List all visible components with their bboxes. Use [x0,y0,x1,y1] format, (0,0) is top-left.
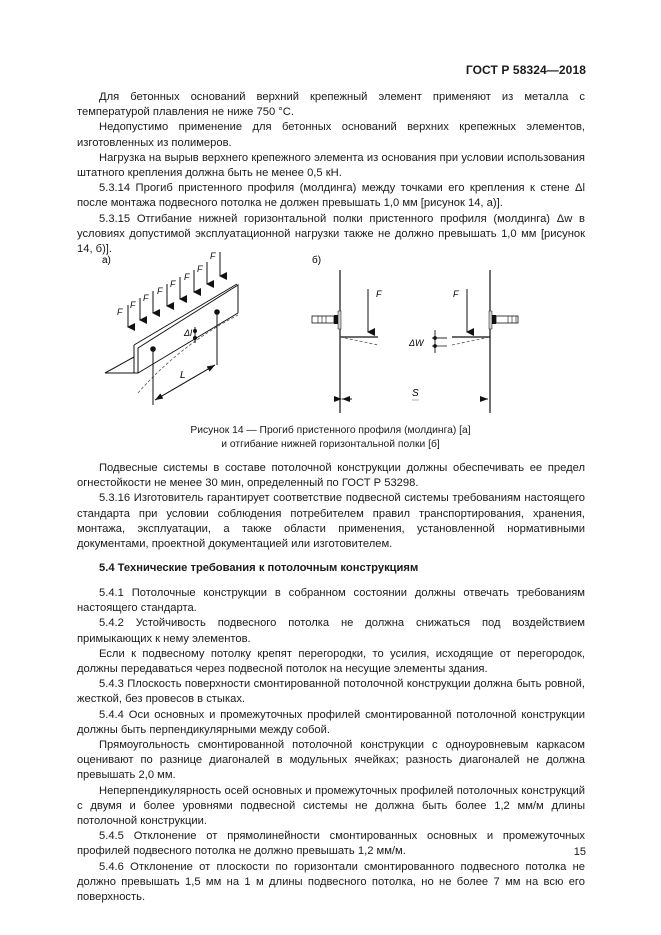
paragraph-5-3-15: 5.3.15 Отгибание нижней горизонтальной полки пристенного профиля (молдинга) Δw в условиях допустимой эксплуатационной нагрузки также не должно превышать 1,0 мм [рисунок 14, б)]. [77,212,585,256]
paragraph: Недопустимо применение для бетонных оснований верхних крепежных элементов, изготовленных из полимеров. [77,121,585,149]
force-arrows [128,252,220,327]
paragraph: Если к подвесному потолку крепят перегородки, то усилия, исходящие от перегородок, должны передаваться через подвесной потолок на несущие элементы здания. [77,647,585,676]
panel-a-molding-deflection [102,251,238,405]
panel-b-label: б) [312,255,322,266]
figure-14-drawing [90,245,530,415]
figure-caption [0,424,661,452]
force-label-right: F [453,289,459,299]
delta-w-label: ΔW [409,338,424,348]
paragraph-5-4-2: 5.4.2 Устойчивость подвесного потолка не должна снижаться под воздействием примыкающих к нему элементов. [77,617,585,645]
paragraph: Прямоугольность смонтированной потолочной конструкции с одноуровневым каркасом оценивают по разнице диагоналей в модульных ячейках; разность диагоналей не должна превышать 2,0 мм. [77,739,585,782]
text-block-fire-resistance [77,461,585,552]
left-anchor [312,311,341,329]
caption-line-2: и отгибание нижней горизонтальной полки [б] [221,439,440,450]
delta-w-dimension [432,330,447,353]
delta-l-label: Δl [184,328,193,338]
panel-b-flange-bending [312,254,518,413]
force-label: F [170,279,176,289]
panel-a-label: а) [102,255,111,266]
paragraph-5-4-1: 5.4.1 Потолочные конструкции в собранном состоянии должны отвечать требованиям настоящего стандарта. [77,587,585,615]
text-block-intro [77,90,585,257]
paragraph: Для бетонных оснований верхний крепежный элемент применяют из металла с температурой плавления не ниже 750 °С. [77,91,585,119]
paragraph: Нагрузка на вырыв верхнего крепежного элемента из основания при условии использования штатного крепления должна быть не менее 0,5 кН. [77,151,585,180]
section-heading-5-4: 5.4 Технические требования к потолочным конструкциям [99,562,419,574]
figure-14 [90,245,530,415]
length-label: L [180,370,186,381]
force-label: F [197,264,203,274]
support-points [151,310,220,405]
span-label: S [412,388,419,399]
paragraph: Неперпендикулярность осей основных и промежуточных профилей потолочных конструкций с двумя и более уровнями подвесной системы не должна быть более 1,2 мм/м длины потолочной конструкции. [77,784,585,828]
force-label: F [184,272,190,282]
paragraph: Подвесные системы в составе потолочной конструкции должны обеспечивать ее предел огнестойкости не менее 30 мин, определенный по ГОСТ Р 53298. [77,462,585,490]
force-label: F [157,286,163,296]
document-id-header: ГОСТ Р 58324—2018 [465,63,586,77]
force-label-left: F [376,289,382,299]
paragraph-5-4-6: 5.4.6 Отклонение от плоскости по горизонтали смонтированного подвесного потолка не должно превышать 1,5 мм на 1 м длины подвесного потолка, но не более 7 мм на всю его поверхность. [77,860,585,904]
right-anchor [489,311,518,329]
force-label: F [130,300,136,310]
paragraph-5-3-16: 5.3.16 Изготовитель гарантирует соответствие подвесной системы требованиям настоящего стандарта при условии соблюдения потребителем правил транспортирования, хранения, монтажа, эксплуатации, а также области применения, установленной нормативными документами, проектной документацией или изготовителем. [77,492,585,551]
page-number: 15 [573,846,586,858]
paragraph-5-4-4: 5.4.4 Оси основных и промежуточных профилей смонтированной потолочной конструкции должны быть перпендикулярными между собой. [77,708,585,736]
text-block-section-5-4 [77,586,585,905]
force-label: F [210,251,216,261]
paragraph-5-4-5: 5.4.5 Отклонение от прямолинейности смонтированных основных и промежуточных профилей подвесного потолка не должно превышать 1,2 мм/м. [77,830,585,858]
paragraph-5-4-3: 5.4.3 Плоскость поверхности смонтированной потолочной конструкции должна быть ровной, жесткой, без провесов в стыках. [77,678,585,706]
force-label: F [117,307,123,317]
caption-line-1: Рисунок 14 — Прогиб пристенного профиля (молдинга) [а] [190,425,471,436]
paragraph-5-3-14: 5.3.14 Прогиб пристенного профиля (молдинга) между точками его крепления к стене Δl после монтажа подвесного потолка не должен превышать 1,0 мм [рисунок 14, а)]. [77,182,585,210]
force-label: F [143,293,149,303]
